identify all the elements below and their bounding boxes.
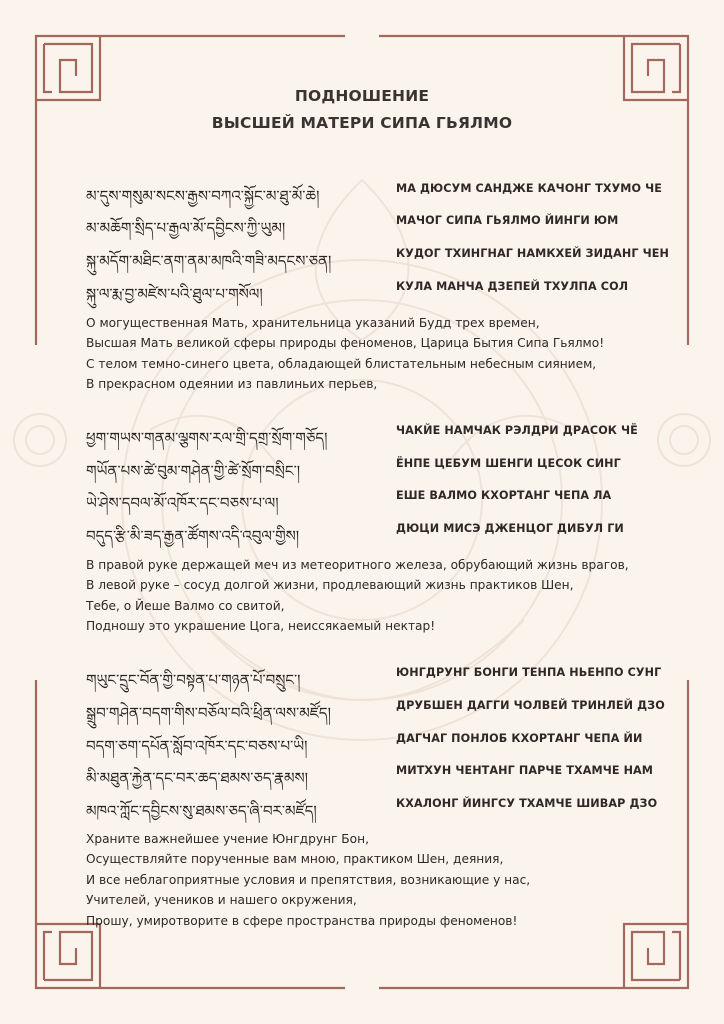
translation-line: Прошу, умиротворите в сфере пространства природы феноменов!	[86, 913, 518, 928]
transliteration: МИТХУН ЧЕНТАНГ ПАРЧЕ ТХАМЧЕ НАМ	[396, 764, 654, 777]
transliteration: ЧАКЙЕ НАМЧАК РЭЛДРИ ДРАСОК ЧЁ	[396, 424, 638, 437]
translation-line: В прекрасном одеянии из павлиньих перьев,	[86, 377, 378, 392]
transliteration: ЮНГДРУНГ БОНГИ ТЕНПА НЬЕНПО СУНГ	[396, 666, 662, 679]
translation-line: Учителей, учеников и нашего окружения,	[86, 893, 357, 908]
tibetan-verse: སྐུ་ལ་རྨ་བྱ་མཛེས་པའི་ཐུལ་པ་གསོལ།	[86, 285, 263, 303]
verse-row	[86, 245, 669, 270]
translation-line: Высшая Мать великой сферы природы феноменов, Царица Бытия Сипа Гьялмо!	[86, 336, 605, 351]
transliteration: КХАЛОНГ ЙИНГСУ ТХАМЧЕ ШИВАР ДЗО	[396, 797, 658, 810]
verse-row	[86, 664, 666, 688]
tibetan-verse: སྐུ་མདོག་མཐིང་ནག་ནམ་མཁའི་གཟི་མདངས་ཅན།	[86, 252, 332, 270]
transliteration: МАЧОГ СИПА ГЬЯЛМО ЙИНГИ ЮМ	[396, 214, 619, 227]
transliteration: МА ДЮСУМ САНДЖЕ КАЧОНГ ТХУМО ЧЕ	[396, 182, 663, 195]
translation-line: С телом темно-синего цвета, обладающей блистательным небесным сиянием,	[86, 356, 597, 371]
verse-row	[86, 180, 666, 204]
translation-stanza-3	[86, 829, 666, 931]
verse-row	[86, 697, 666, 721]
tibetan-verse: མ་མཆོག་སྲིད་པ་རྒྱལ་མོ་དབྱིངས་ཀྱི་ཡུམ།	[86, 219, 286, 237]
transliteration: ДЮЦИ МИСЭ ДЖЕНЦОГ ДИБУЛ ГИ	[396, 522, 624, 535]
transliteration: ЁНПЕ ЦЕБУМ ШЕНГИ ЦЕСОК СИНГ	[396, 457, 621, 470]
transliteration: КУЛА МАНЧА ДЗЕПЕЙ ТХУЛПА СОЛ	[396, 280, 629, 293]
translation-line: О могущественная Мать, хранительница указаний Будд трех времен,	[86, 316, 540, 330]
transliteration: ДАГЧАГ ПОНЛОБ КХОРТАНГ ЧЕПА ЙИ	[396, 732, 643, 745]
transliteration: ЕШЕ ВАЛМО КХОРТАНГ ЧЕПА ЛА	[396, 489, 612, 502]
tibetan-verse: གཡོན་པས་ཚེ་བུམ་གཤེན་གྱི་ཚེ་སྲོག་བསྲིང་།	[86, 462, 301, 480]
transliteration: КУДОГ ТХИНГНАГ НАМКХЕЙ ЗИДАНГ ЧЕН	[396, 247, 669, 260]
tibetan-verse: བདུད་རྩི་མི་ཟད་རྒྱན་ཚོགས་འདི་འབུལ་གྱིས།	[86, 527, 300, 545]
tibetan-verse: གཡུང་དྲུང་བོན་གྱི་བསྟན་པ་གཉན་པོ་བསྲུང་།	[86, 671, 301, 689]
translation-stanza-1	[86, 313, 666, 395]
tibetan-verse: མ་དུས་གསུམ་སངས་རྒྱས་བཀའ་སྐྱོང་མ་ཐུ་མོ་ཆེ།	[86, 187, 320, 205]
verse-row	[86, 762, 666, 786]
title-line-2: ВЫСШЕЙ МАТЕРИ СИПА ГЬЯЛМО	[211, 114, 513, 132]
verse-row	[86, 422, 666, 446]
translation-line: Подношу это украшение Цога, неиссякаемый нектар!	[86, 619, 436, 634]
tibetan-verse: བདག་ཅག་དཔོན་སློབ་འཁོར་དང་བཅས་པ་ཡི།	[86, 737, 308, 755]
tibetan-verse: མི་མཐུན་རྐྱེན་དང་བར་ཆད་ཐམས་ཅད་རྣམས།	[86, 769, 308, 787]
verse-row	[86, 520, 666, 544]
title-line-1: ПОДНОШЕНИЕ	[294, 87, 430, 105]
translation-line: В левой руке – сосуд долгой жизни, продлевающий жизнь практиков Шен,	[86, 578, 574, 593]
verse-row	[86, 487, 666, 511]
translation-line: И все неблагоприятные условия и препятствия, возникающие у нас,	[86, 872, 531, 887]
transliteration: ДРУБШЕН ДАГГИ ЧОЛВЕЙ ТРИНЛЕЙ ДЗО	[396, 699, 665, 712]
verse-row	[86, 455, 666, 479]
translation-stanza-2	[86, 555, 666, 637]
tibetan-verse: སྒྲུབ་གཤེན་བདག་གིས་བཅོལ་བའི་ཕྲིན་ལས་མཛོད།	[86, 704, 331, 722]
verse-row	[86, 795, 666, 819]
translation-line: Храните важнейшее учение Юнгдрунг Бон,	[86, 832, 369, 846]
tibetan-verse: ཡེ་ཤེས་དབལ་མོ་འཁོར་དང་བཅས་པ་ལ།	[86, 494, 279, 512]
verse-row	[86, 278, 666, 302]
verse-row	[86, 212, 666, 236]
tibetan-verse: ཕྱག་གཡས་གནམ་ལྕགས་རལ་གྲི་དགྲ་སྲོག་གཅོད།	[86, 429, 328, 447]
translation-line: Тебе, о Йеше Валмо со свитой,	[86, 598, 285, 613]
translation-line: В правой руке держащей меч из метеоритного железа, обрубающий жизнь врагов,	[86, 558, 629, 572]
translation-line: Осуществляйте порученные вам мною, практиком Шен, деяния,	[86, 852, 504, 867]
verse-row	[86, 730, 666, 754]
tibetan-verse: མཁའ་ཀློང་དབྱིངས་སུ་ཐམས་ཅད་ཞི་བར་མཛོད།	[86, 802, 317, 820]
